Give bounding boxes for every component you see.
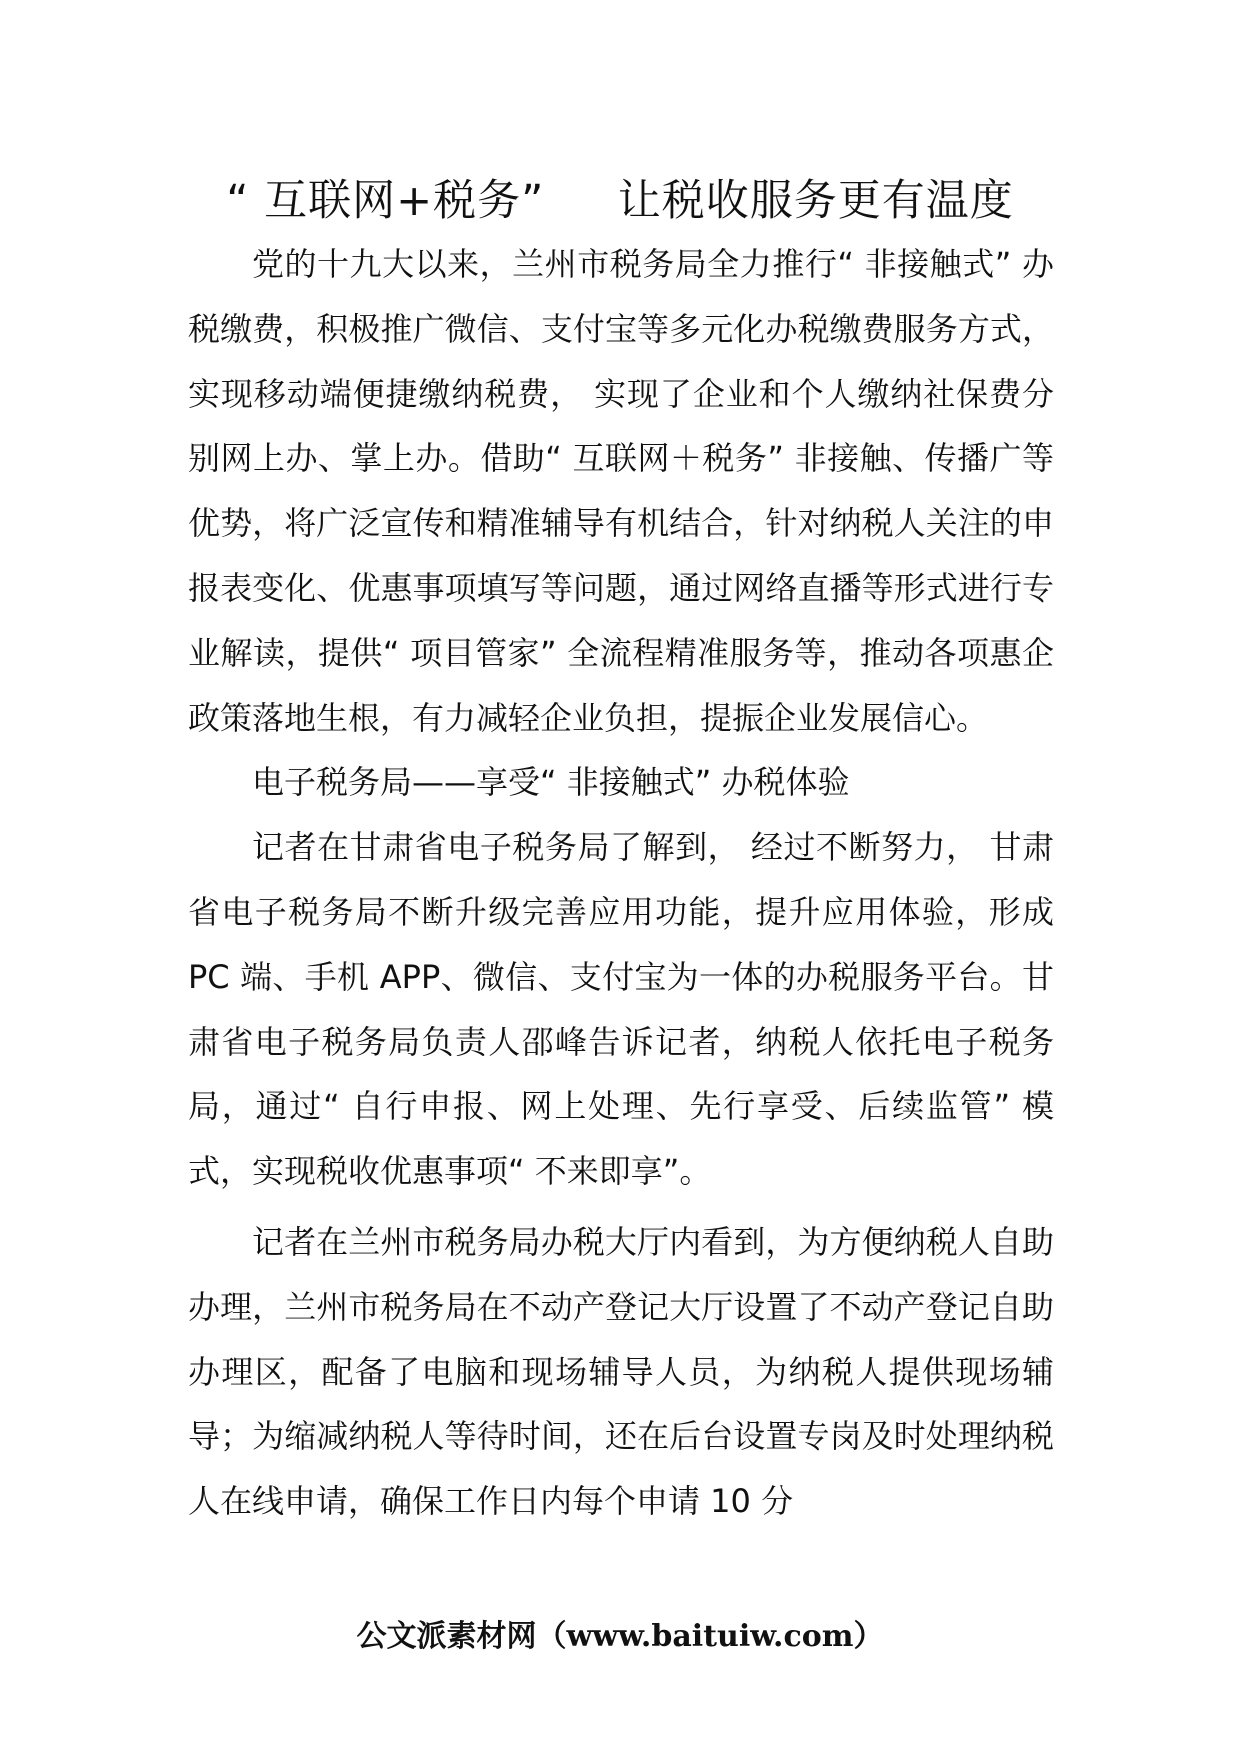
document-body [188,232,1054,1534]
footer-watermark: 公文派素材网（www.baituiw.com） [356,1619,884,1654]
section-heading: 电子税务局——享受“ 非接触式” 办税体验 [252,763,850,802]
document-title: “ 互联网+税务” 让税收服务更有温度 [226,176,1014,226]
paragraph-e-tax: 记者在甘肃省电子税务局了解到， 经过不断努力， 甘肃省电子税务局不断升级完善应用功能，提升应用体验，形成 PC 端、手机 APP、微信、支付宝为一体的办税服务平台。甘肃省电子税务局负责人邵峰告诉记者，纳税人依托电子税务局，通过“ 自行申报、网上处理、先行享受、后续监管” 模式，实现税收优惠事项“ 不来即享”。 [188,828,1054,1191]
paragraph-hall: 记者在兰州市税务局办税大厅内看到，为方便纳税人自助办理，兰州市税务局在不动产登记大厅设置了不动产登记自助办理区，配备了电脑和现场辅导人员，为纳税人提供现场辅导；为缩减纳税人等待时间，还在后台设置专岗及时处理纳税人在线申请，确保工作日内每个申请 10 分 [188,1222,1054,1521]
paragraph-intro: 党的十九大以来，兰州市税务局全力推行“ 非接触式” 办税缴费，积极推广微信、支付宝等多元化办税缴费服务方式， 实现移动端便捷缴纳税费， 实现了企业和个人缴纳社保费分别网上办、掌上办。借助“ 互联网＋税务” 非接触、传播广等优势，将广泛宣传和精准辅导有机结合，针对纳税人关注的申报表变化、优惠事项填写等问题，通过网络直播等形式进行专业解读，提供“ 项目管家” 全流程精准服务等，推动各项惠企政策落地生根，有力减轻企业负担，提振企业发展信心。 [188,245,1054,737]
